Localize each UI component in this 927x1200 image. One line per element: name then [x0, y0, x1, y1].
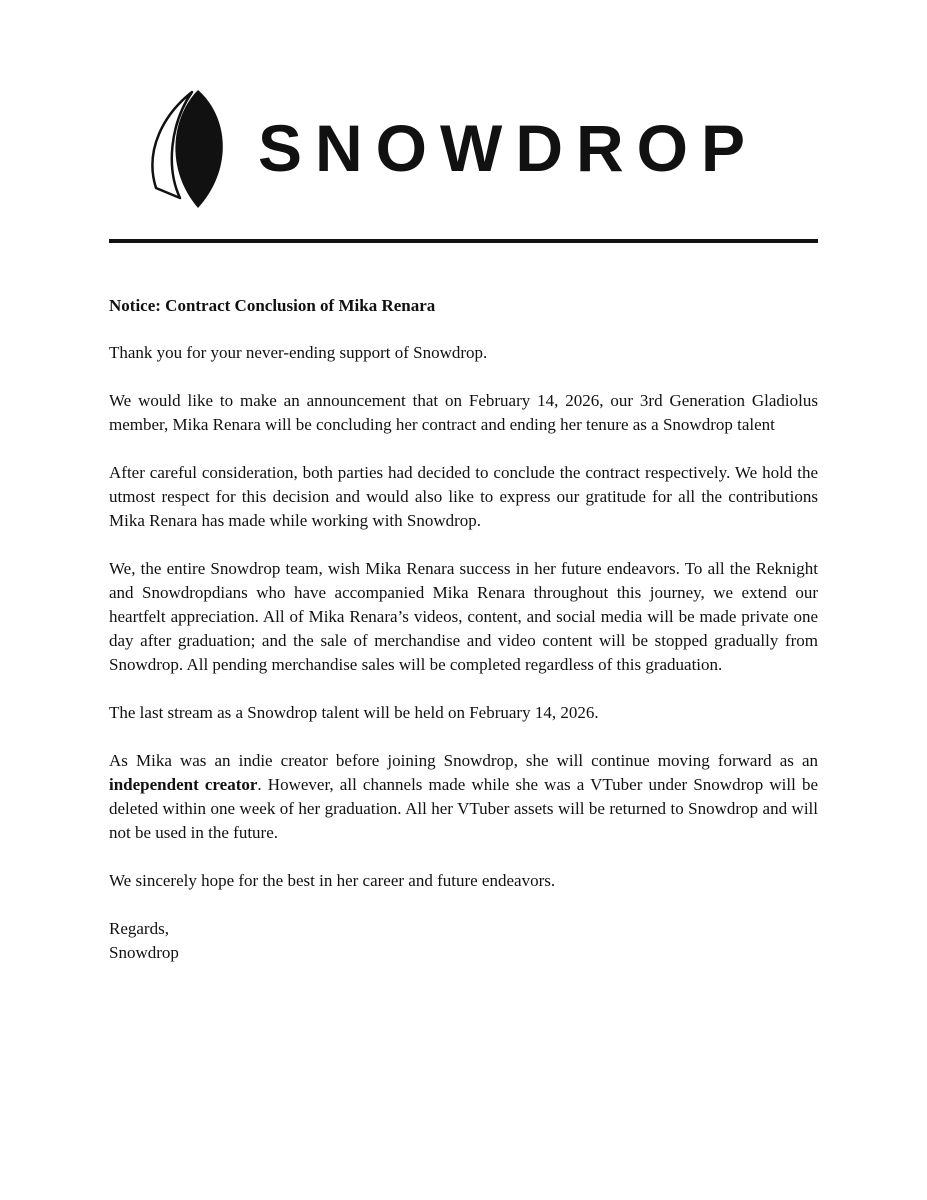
notice-paragraph-announcement: We would like to make an announcement that on February 14, 2026, our 3rd Generation Gladiolus member, Mika Renara will be concluding her contract and ending her tenure as a Snowdrop talent — [109, 391, 818, 434]
notice-title: Notice: Contract Conclusion of Mika Renara — [109, 296, 436, 315]
snowdrop-petal-logo-icon — [150, 88, 230, 213]
notice-paragraph-wishes: We sincerely hope for the best in her career and future endeavors. — [109, 871, 556, 890]
closing-regards: Regards, — [109, 919, 169, 938]
letterhead — [150, 88, 790, 213]
header-divider — [109, 239, 818, 243]
notice-paragraph-last-stream: The last stream as a Snowdrop talent will be held on February 14, 2026. — [109, 703, 599, 722]
brand-wordmark: SNOWDROP — [258, 111, 758, 185]
independent-text-end: . However, all channels made while she was a VTuber under Snowdrop will be deleted within one week of her graduation. All her VTuber assets will be returned to Snowdrop and will not be used in the future. — [109, 775, 818, 842]
notice-paragraph-independent — [109, 749, 818, 845]
independent-text-start: As Mika was an indie creator before joining Snowdrop, she will continue moving forward as an — [109, 751, 818, 770]
notice-paragraph-thanks: Thank you for your never-ending support of Snowdrop. — [109, 343, 488, 362]
notice-paragraph-appreciation: We, the entire Snowdrop team, wish Mika Renara success in her future endeavors. To all the Reknight and Snowdropdians who have accompanied Mika Renara throughout this journey, we extend our heartfelt appreciation. All of Mika Renara’s videos, content, and social media will be made private one day after graduation; and the sale of merchandise and video content will be stopped gradually from Snowdrop. All pending merchandise sales will be completed regardless of this graduation. — [109, 559, 818, 674]
notice-paragraph-decision: After careful consideration, both parties had decided to conclude the contract respectively. We hold the utmost respect for this decision and would also like to express our gratitude for all the contributions Mika Renara has made while working with Snowdrop. — [109, 463, 818, 530]
independent-creator-emphasis: independent creator — [109, 775, 258, 794]
notice-body — [109, 294, 818, 965]
signature: Snowdrop — [109, 943, 179, 962]
